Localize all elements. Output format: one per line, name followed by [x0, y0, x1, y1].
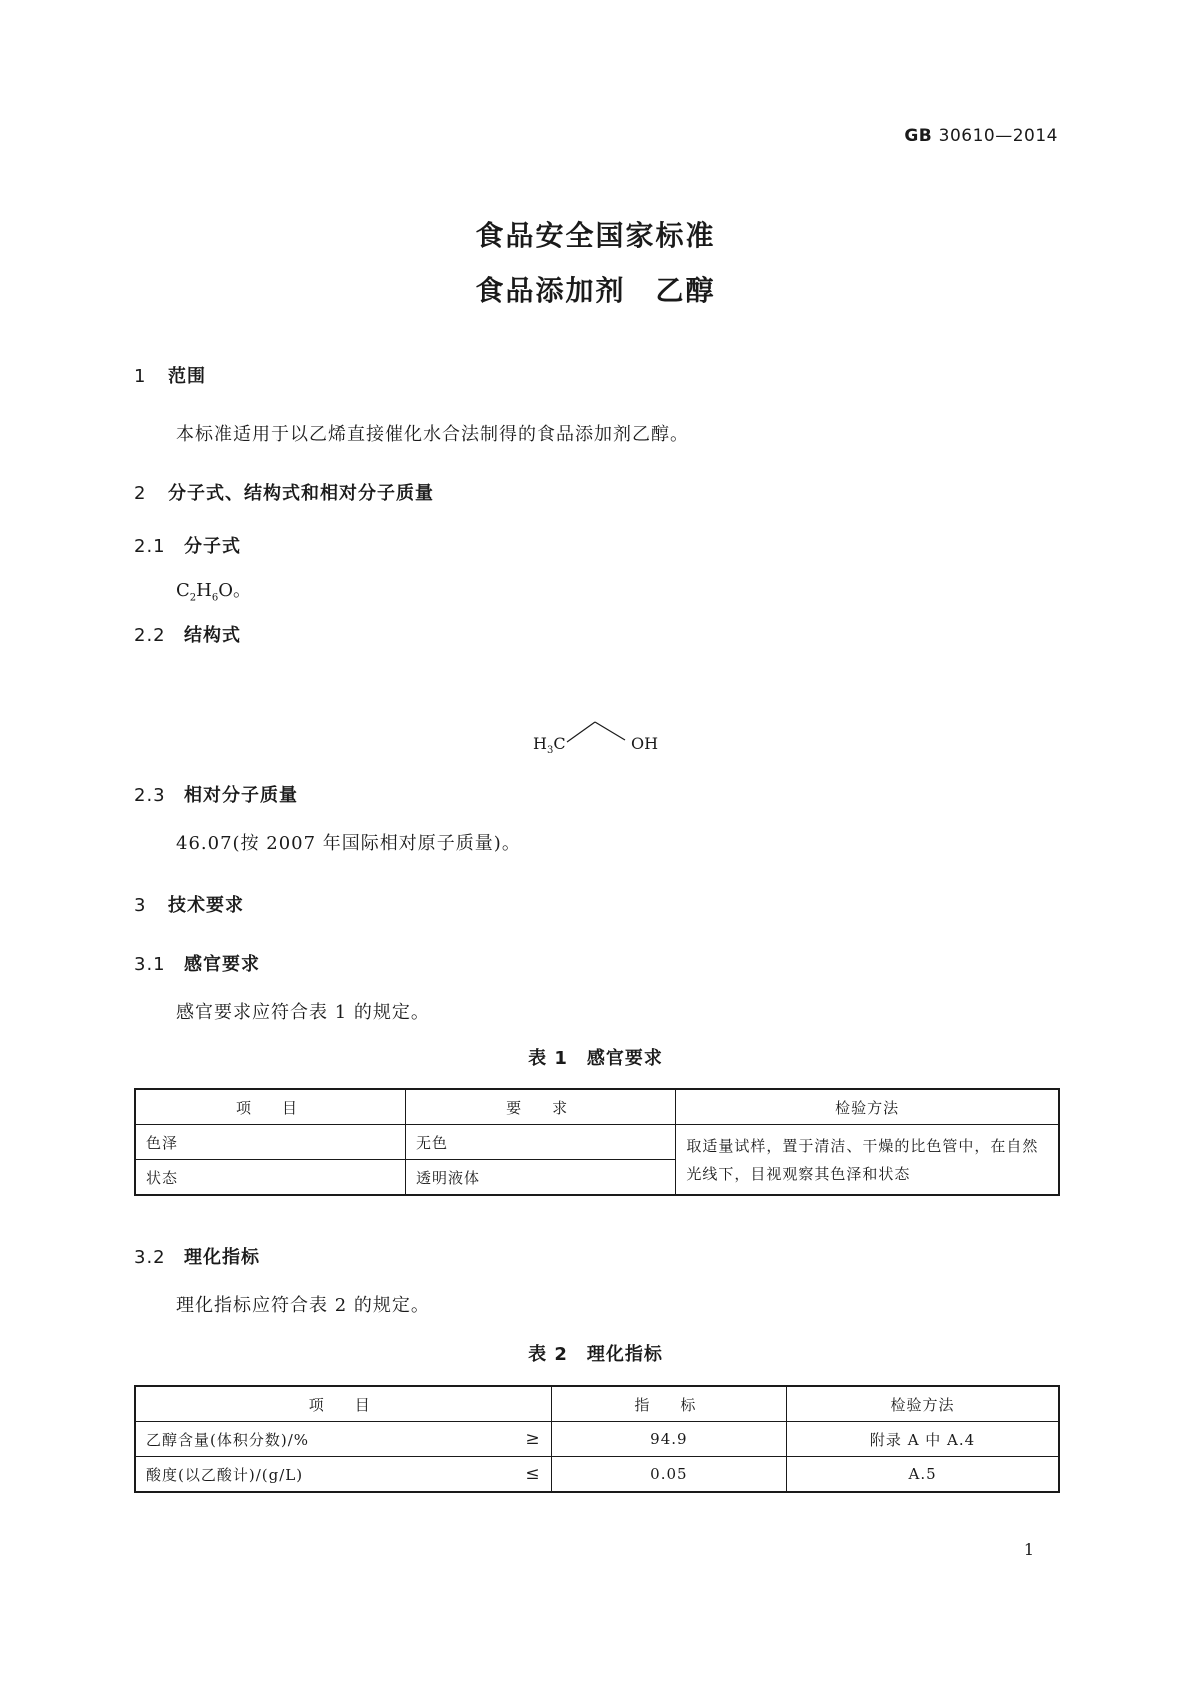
section-title: 相对分子质量	[184, 785, 298, 806]
table-2-caption: 表 2 理化指标	[528, 1344, 663, 1365]
section-number: 2.3	[134, 785, 166, 806]
section-3-heading	[134, 891, 244, 917]
section-number: 3	[134, 895, 147, 916]
cell-item	[135, 1457, 551, 1493]
section-number: 2	[134, 483, 147, 504]
table-row	[135, 1422, 1059, 1457]
page-number: 1	[1023, 1540, 1034, 1559]
section-title: 分子式	[184, 536, 241, 557]
title-line-2: 食品添加剂 乙醇	[475, 274, 716, 307]
section-3-2-text: 理化指标应符合表 2 的规定。	[176, 1295, 430, 1316]
table-header-row	[135, 1386, 1059, 1422]
formula-c: C	[176, 580, 190, 601]
section-number: 3.2	[134, 1247, 166, 1268]
cell-method: 附录 A 中 A.4	[787, 1422, 1059, 1457]
section-2-2-heading	[134, 621, 241, 647]
structure-c: C	[553, 734, 566, 753]
section-2-3-text: 46.07(按 2007 年国际相对原子质量)。	[176, 833, 521, 854]
section-3-1-heading	[134, 950, 260, 976]
structure-left-group	[533, 734, 566, 756]
cell-method: A.5	[787, 1457, 1059, 1493]
section-title: 范围	[168, 366, 206, 387]
bond-1	[567, 722, 595, 742]
formula-c-subscript: 2	[189, 592, 197, 604]
title-line-1: 食品安全国家标准	[475, 219, 716, 252]
header-item: 项 目	[135, 1386, 551, 1422]
item-label: 酸度(以乙酸计)/(g/L)	[146, 1465, 304, 1484]
section-title: 技术要求	[168, 895, 244, 916]
section-number: 2.2	[134, 625, 166, 646]
section-2-1-heading	[134, 532, 241, 558]
cell-value: 0.05	[551, 1457, 787, 1493]
section-number: 3.1	[134, 954, 166, 975]
cell-method: 取适量试样，置于清洁、干燥的比色管中，在自然光线下，目视观察其色泽和状态	[676, 1125, 1059, 1196]
formula-h: H	[196, 580, 212, 601]
cell-item	[135, 1422, 551, 1457]
item-with-relation	[146, 1429, 541, 1450]
header-requirement: 要 求	[405, 1089, 675, 1125]
table-header-row	[135, 1089, 1059, 1125]
formula-h-subscript: 6	[211, 592, 219, 604]
standard-code	[904, 126, 1058, 146]
section-3-2-heading	[134, 1243, 260, 1269]
section-3-1-text: 感官要求应符合表 1 的规定。	[176, 1002, 430, 1023]
section-number: 2.1	[134, 536, 166, 557]
table-2	[134, 1385, 1060, 1493]
section-2-3-heading	[134, 781, 298, 807]
section-title: 分子式、结构式和相对分子质量	[168, 483, 434, 504]
cell-requirement: 无色	[405, 1125, 675, 1160]
bond-2	[595, 722, 625, 740]
section-1-heading	[134, 362, 206, 388]
section-title: 结构式	[184, 625, 241, 646]
relation-symbol: ≥	[525, 1429, 541, 1449]
structure-h: H	[533, 734, 547, 753]
table-row	[135, 1125, 1059, 1160]
section-1-text: 本标准适用于以乙烯直接催化水合法制得的食品添加剂乙醇。	[176, 424, 689, 445]
section-number: 1	[134, 366, 147, 387]
header-method: 检验方法	[676, 1089, 1059, 1125]
cell-value: 94.9	[551, 1422, 787, 1457]
table-1-caption: 表 1 感官要求	[528, 1048, 663, 1069]
section-2-heading	[134, 479, 434, 505]
header-item: 项 目	[135, 1089, 405, 1125]
structure-bonds	[565, 718, 629, 744]
section-title: 理化指标	[184, 1247, 260, 1268]
structure-h-subscript: 3	[546, 745, 554, 757]
header-index: 指 标	[551, 1386, 787, 1422]
cell-item: 色泽	[135, 1125, 405, 1160]
section-title: 感官要求	[184, 954, 260, 975]
table-1	[134, 1088, 1060, 1196]
item-label: 乙醇含量(体积分数)/%	[146, 1430, 310, 1449]
standard-code-prefix: GB	[904, 126, 933, 146]
relation-symbol: ≤	[525, 1464, 541, 1484]
structure-right-group: OH	[631, 734, 659, 753]
formula-o: O。	[218, 580, 251, 601]
item-with-relation	[146, 1464, 541, 1485]
molecular-formula	[176, 576, 251, 604]
cell-item: 状态	[135, 1160, 405, 1196]
cell-requirement: 透明液体	[405, 1160, 675, 1196]
standard-code-number: 30610—2014	[938, 126, 1058, 146]
header-method: 检验方法	[787, 1386, 1059, 1422]
table-row	[135, 1457, 1059, 1493]
